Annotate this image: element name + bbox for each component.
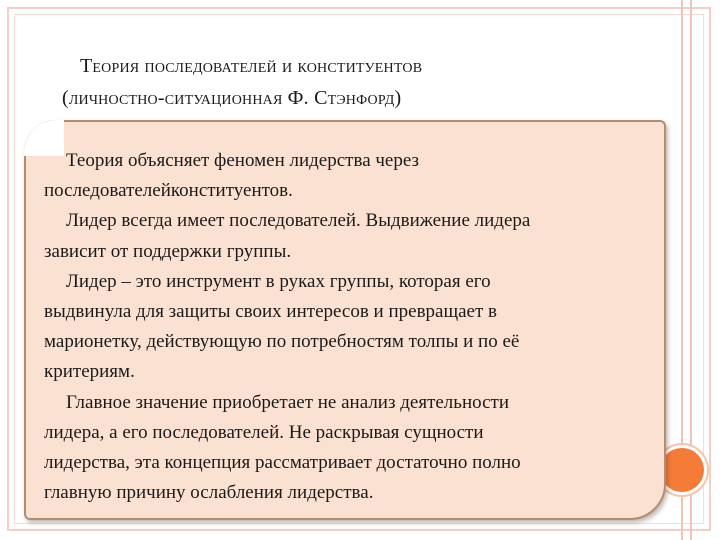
- slide-title: [62, 50, 622, 114]
- paragraph-line: зависит от поддержки группы.: [44, 240, 292, 262]
- paragraph-line: Лидер всегда имеет последователей. Выдвижение лидера: [66, 210, 531, 232]
- paragraph-line: лидера, а его последователей. Не раскрывая сущности: [44, 421, 484, 443]
- decorative-orange-circle: [660, 448, 704, 492]
- paragraph-line: Главное значение приобретает не анализ деятельности: [66, 391, 509, 413]
- paragraph-line: главную причину ослабления лидерства.: [44, 482, 374, 504]
- paragraph-line: выдвинула для защиты своих интересов и превращает в: [44, 301, 498, 323]
- paragraph-1: [44, 146, 644, 206]
- paragraph-line: Теория объясняет феномен лидерства через: [66, 150, 420, 171]
- title-line-2: (личностно-ситуационная Ф. Стэнфорд): [62, 87, 402, 109]
- paragraph-3: [44, 267, 644, 388]
- paragraph-2: [44, 206, 644, 266]
- paragraph-line: марионетку, действующую по потребностям толпы и по её: [44, 331, 520, 353]
- content-body: [44, 146, 644, 508]
- paragraph-line: Лидер – это инструмент в руках группы, которая его: [66, 270, 491, 292]
- paragraph-line: лидерства, эта концепция рассматривает достаточно полно: [44, 452, 521, 474]
- title-line-1: Теория последователей и конституентов: [80, 55, 423, 77]
- paragraph-line: последователейконституентов.: [44, 180, 293, 202]
- paragraph-4: [44, 388, 644, 509]
- paragraph-line: критериям.: [44, 361, 135, 383]
